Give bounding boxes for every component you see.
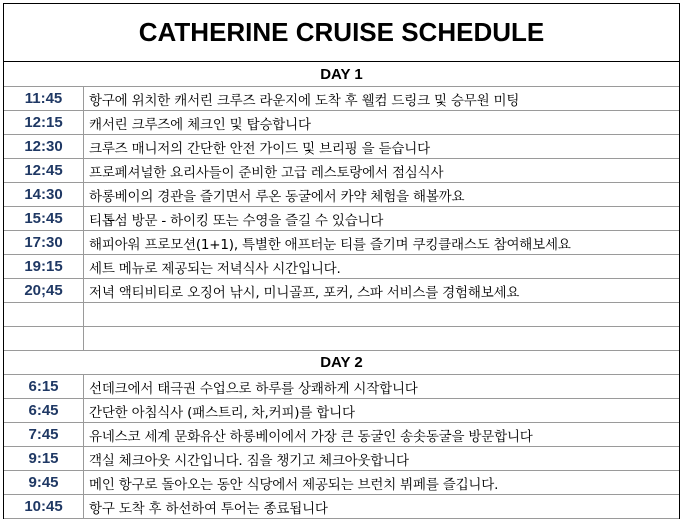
schedule-row: [4, 135, 679, 159]
schedule-row: [4, 447, 679, 471]
schedule-time: 6:45: [4, 399, 84, 422]
schedule-row: [4, 399, 679, 423]
schedule-time: 15:45: [4, 207, 84, 230]
schedule-sheet: [3, 3, 680, 519]
day-1-rows: [4, 87, 679, 303]
schedule-description: 프로페셔널한 요리사들이 준비한 고급 레스토랑에서 점심식사: [89, 164, 444, 181]
schedule-row: [4, 111, 679, 135]
schedule-description: 캐서린 크루즈에 체크인 및 탑승합니다: [89, 116, 311, 133]
schedule-time: 12:15: [4, 111, 84, 134]
schedule-row: [4, 207, 679, 231]
schedule-description: 선데크에서 태극권 수업으로 하루를 상쾌하게 시작합니다: [89, 380, 418, 397]
schedule-description: 객실 체크아웃 시간입니다. 짐을 챙기고 체크아웃합니다: [89, 452, 409, 469]
schedule-description: 항구에 위치한 캐서린 크루즈 라운지에 도착 후 웰컴 드링크 및 승무원 미팅: [89, 92, 520, 109]
day-2-header: DAY 2: [4, 351, 679, 375]
schedule-description: 메인 항구로 돌아오는 동안 식당에서 제공되는 브런치 뷔페를 즐깁니다.: [89, 476, 499, 493]
schedule-description: 해피아워 프로모션(1+1), 특별한 애프터눈 티를 즐기며 쿠킹클래스도 참여해보세요: [89, 236, 571, 253]
schedule-row: [4, 87, 679, 111]
schedule-row: [4, 183, 679, 207]
schedule-row: [4, 423, 679, 447]
schedule-description: 하롱베이의 경관을 즐기면서 루온 동굴에서 카약 체험을 해볼까요: [89, 188, 465, 205]
schedule-time: 19:15: [4, 255, 84, 278]
schedule-row: [4, 279, 679, 303]
blank-row: [4, 303, 679, 327]
schedule-row: [4, 471, 679, 495]
schedule-description: 유네스코 세계 문화유산 하롱베이에서 가장 큰 동굴인 송솟동굴을 방문합니다: [89, 428, 533, 445]
blank-desc-cell: [84, 303, 679, 326]
schedule-time: 9:15: [4, 447, 84, 470]
schedule-row: [4, 375, 679, 399]
schedule-time: 12:45: [4, 159, 84, 182]
blank-desc-cell: [84, 327, 679, 350]
schedule-time: 17:30: [4, 231, 84, 254]
schedule-row: [4, 255, 679, 279]
schedule-description: 저녁 액티비티로 오징어 낚시, 미니골프, 포커, 스파 서비스를 경험해보세요: [89, 284, 520, 301]
schedule-description: 티톱섬 방문 - 하이킹 또는 수영을 즐길 수 있습니다: [89, 212, 384, 229]
day-2-rows: [4, 375, 679, 519]
blank-time-cell: [4, 327, 84, 350]
schedule-description: 크루즈 매니저의 간단한 안전 가이드 및 브리핑 을 듣습니다: [89, 140, 430, 157]
schedule-time: 9:45: [4, 471, 84, 494]
schedule-row: [4, 159, 679, 183]
schedule-description: 세트 메뉴로 제공되는 저녁식사 시간입니다.: [89, 260, 341, 277]
schedule-time: 7:45: [4, 423, 84, 446]
schedule-description: 항구 도착 후 하선하여 투어는 종료됩니다: [89, 500, 328, 517]
schedule-time: 14:30: [4, 183, 84, 206]
schedule-time: 10:45: [4, 495, 84, 518]
blank-time-cell: [4, 303, 84, 326]
schedule-time: 12:30: [4, 135, 84, 158]
page-title: CATHERINE CRUISE SCHEDULE: [4, 4, 679, 62]
schedule-time: 6:15: [4, 375, 84, 398]
schedule-description: 간단한 아침식사 (패스트리, 차,커피)를 합니다: [89, 404, 355, 421]
schedule-row: [4, 231, 679, 255]
day-1-header: DAY 1: [4, 62, 679, 87]
schedule-time: 20;45: [4, 279, 84, 302]
schedule-row: [4, 495, 679, 519]
schedule-time: 11:45: [4, 87, 84, 110]
blank-row: [4, 327, 679, 351]
